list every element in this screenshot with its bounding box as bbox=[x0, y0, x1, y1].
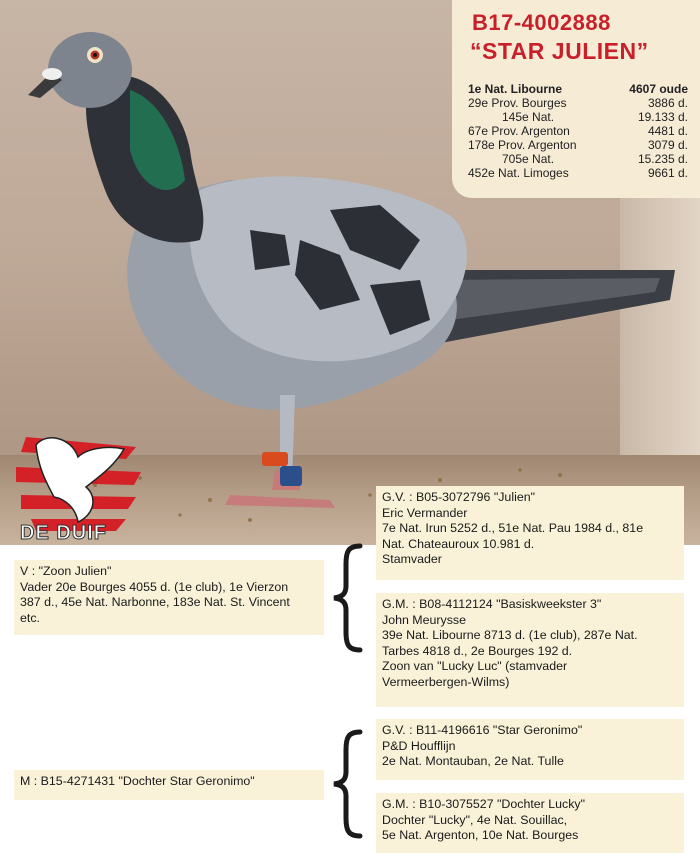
result-value: 3886 d. bbox=[647, 96, 688, 110]
title-panel bbox=[452, 0, 700, 198]
result-value: 3079 d. bbox=[647, 138, 688, 152]
result-label: 178e Prov. Argenton bbox=[468, 138, 577, 152]
pedigree-line: 7e Nat. Irun 5252 d., 51e Nat. Pau 1984 d., 81e bbox=[382, 521, 644, 535]
result-label: 1e Nat. Libourne bbox=[468, 82, 563, 96]
pedigree-line: P&D Houfflijn bbox=[382, 738, 456, 753]
result-row bbox=[468, 124, 688, 138]
result-label: 452e Nat. Limoges bbox=[468, 166, 569, 180]
pedigree-line: 5e Nat. Argenton, 10e Nat. Bourges bbox=[382, 828, 579, 842]
pedigree-line: Zoon van "Lucky Luc" (stamvader bbox=[382, 659, 568, 673]
pigeon-name: “STAR JULIEN” bbox=[470, 38, 649, 64]
result-value: 4481 d. bbox=[647, 124, 688, 138]
pedigree-line: 387 d., 45e Nat. Narbonne, 183e Nat. St. Vincent bbox=[20, 595, 290, 609]
brace-father-icon bbox=[330, 542, 366, 654]
result-label: 705e Nat. bbox=[502, 152, 555, 166]
mother-info-box bbox=[14, 770, 324, 800]
pedigree-line: Tarbes 4818 d., 2e Bourges 192 d. bbox=[382, 643, 573, 658]
result-value: 9661 d. bbox=[647, 166, 688, 180]
paternal-grandfather-box bbox=[376, 486, 684, 580]
pedigree-line: John Meurysse bbox=[382, 612, 467, 627]
pedigree-line: G.M. : B10-3075527 "Dochter Lucky" bbox=[382, 797, 586, 811]
pedigree-line: G.V. : B05-3072796 "Julien" bbox=[382, 490, 536, 504]
maternal-grandmother-box bbox=[376, 793, 684, 853]
ring-number: B17-4002888 bbox=[472, 10, 611, 35]
result-label: 29e Prov. Bourges bbox=[468, 96, 567, 110]
paternal-grandmother-box bbox=[376, 593, 684, 707]
result-value: 4607 oude bbox=[629, 82, 688, 96]
pedigree-line: Eric Vermander bbox=[382, 505, 468, 520]
pedigree-line: Dochter "Lucky", 4e Nat. Souillac, bbox=[382, 812, 568, 827]
pedigree-line: Stamvader bbox=[382, 552, 442, 566]
pedigree-line: Nat. Chateauroux 10.981 d. bbox=[382, 536, 535, 551]
result-row bbox=[468, 110, 688, 124]
pedigree-line: Vermeerbergen-Wilms) bbox=[382, 674, 510, 689]
pedigree-line: M : B15-4271431 "Dochter Star Geronimo" bbox=[20, 774, 255, 788]
result-row bbox=[468, 166, 688, 180]
result-row bbox=[468, 152, 688, 166]
logo-text: DE DUIF bbox=[20, 522, 107, 544]
result-label: 145e Nat. bbox=[502, 110, 555, 124]
result-row bbox=[468, 96, 688, 110]
pedigree-line: G.V. : B11-4196616 "Star Geronimo" bbox=[382, 723, 583, 737]
result-row bbox=[468, 82, 688, 96]
result-value: 19.133 d. bbox=[637, 110, 688, 124]
result-label: 67e Prov. Argenton bbox=[468, 124, 570, 138]
pedigree-line: etc. bbox=[20, 610, 40, 625]
results-list bbox=[468, 82, 688, 180]
result-value: 15.235 d. bbox=[637, 152, 688, 166]
pedigree-line: 2e Nat. Montauban, 2e Nat. Tulle bbox=[382, 754, 564, 768]
pedigree-line: G.M. : B08-4112124 "Basiskweekster 3" bbox=[382, 597, 602, 611]
brace-mother-icon bbox=[330, 728, 366, 840]
father-info-box bbox=[14, 560, 324, 635]
pedigree-line: V : "Zoon Julien" bbox=[20, 564, 112, 578]
pedigree-line: 39e Nat. Libourne 8713 d. (1e club), 287e Nat. bbox=[382, 628, 638, 642]
pedigree-line: Vader 20e Bourges 4055 d. (1e club), 1e Vierzon bbox=[20, 579, 289, 594]
maternal-grandfather-box bbox=[376, 719, 684, 780]
result-row bbox=[468, 138, 688, 152]
